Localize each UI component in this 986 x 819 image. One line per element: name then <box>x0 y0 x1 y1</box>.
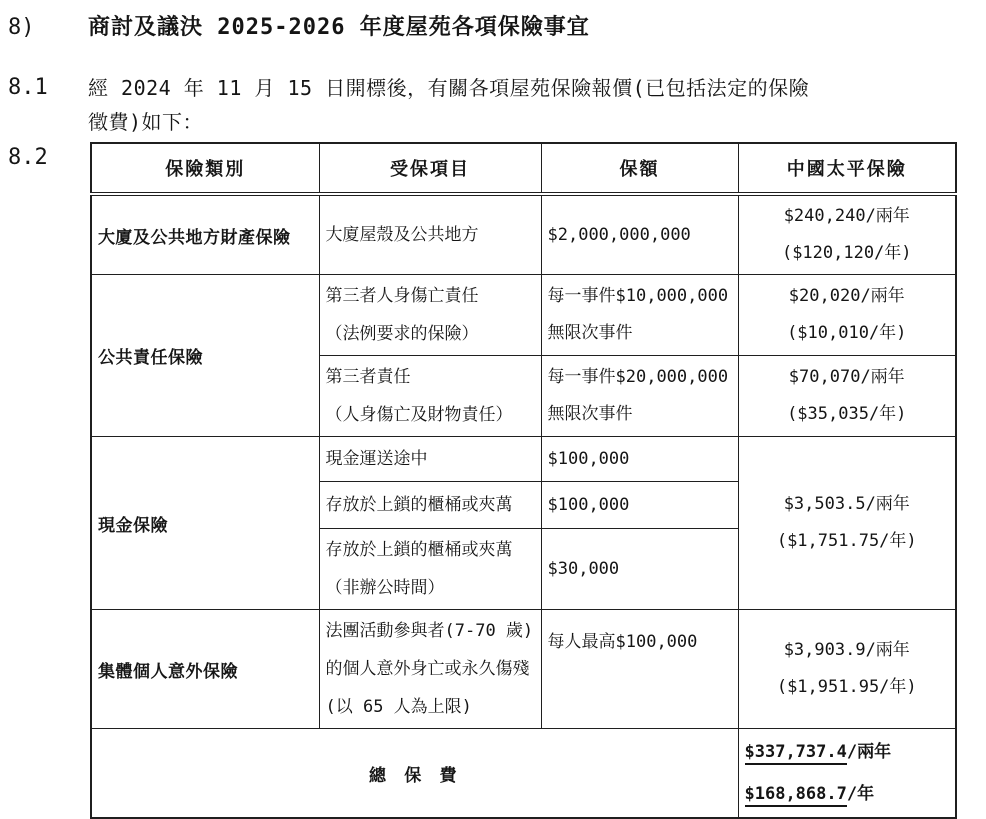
total-one-year-amount: $168,868.7 <box>745 784 847 807</box>
paragraph-line: 徵費)如下： <box>88 110 204 134</box>
premium-line: ($1,751.75/年) <box>776 531 917 551</box>
cell-building-category: 大廈及公共地方財產保險 <box>91 194 319 275</box>
cell-cash-locked-item: 存放於上鎖的櫃桶或夾萬 <box>319 482 541 529</box>
sum-line: 每一事件$20,000,000 <box>547 367 729 387</box>
cell-building-item: 大廈屋殼及公共地方 <box>319 194 541 275</box>
section-8-title: 商討及議決 2025-2026 年度屋苑各項保險事宜 <box>88 15 590 40</box>
total-two-year-amount: $337,737.4 <box>745 742 847 765</box>
cell-group-accident-category: 集體個人意外保險 <box>91 610 319 729</box>
premium-line: ($35,035/年) <box>787 404 907 424</box>
section-8-number: 8) <box>8 15 35 40</box>
item-line: （法例要求的保險） <box>325 324 479 344</box>
cell-group-accident-sum: 每人最高$100,000 <box>541 610 738 729</box>
paragraph-line: 經 2024 年 11 月 15 日開標後，有關各項屋苑保險報價(已包括法定的保險 <box>88 76 810 100</box>
cell-cash-locked-sum: $100,000 <box>541 482 738 529</box>
table-header-row <box>91 143 956 194</box>
cell-group-accident-item: 法團活動參與者(7-70 歲)的個人意外身亡或永久傷殘(以 65 人為上限) <box>319 610 541 729</box>
cell-cash-transit-item: 現金運送途中 <box>319 437 541 482</box>
total-two-year-line <box>745 731 950 773</box>
premium-line: ($10,010/年) <box>787 323 907 343</box>
premium-line: $3,903.9/兩年 <box>783 640 910 660</box>
table-row-building-property <box>91 194 956 275</box>
cell-cash-transit-sum: $100,000 <box>541 437 738 482</box>
item-line: 存放於上鎖的櫃桶或夾萬 <box>325 540 513 560</box>
total-one-year-suffix: /年 <box>846 784 875 804</box>
table-row-total-premium <box>91 729 956 819</box>
header-insured-item: 受保項目 <box>319 143 541 194</box>
premium-line: $3,503.5/兩年 <box>783 494 910 514</box>
section-8-1-number: 8.1 <box>8 75 48 100</box>
total-two-year-suffix: /兩年 <box>846 742 892 762</box>
cell-cash-locked-afterhours-sum: $30,000 <box>541 529 738 610</box>
cell-third-party-injury-sum <box>541 275 738 356</box>
header-china-taiping: 中國太平保險 <box>738 143 956 194</box>
table-row-cash-1 <box>91 437 956 482</box>
table-row-group-accident <box>91 610 956 729</box>
item-line: 第三者責任 <box>325 367 411 387</box>
cell-public-liability-category: 公共責任保險 <box>91 275 319 437</box>
table-row-public-liability-1 <box>91 275 956 356</box>
cell-building-premium <box>738 194 956 275</box>
cell-total-premium-label: 總 保 費 <box>91 729 738 819</box>
cell-third-party-injury-premium <box>738 275 956 356</box>
cell-third-party-injury-item <box>319 275 541 356</box>
cell-group-accident-premium <box>738 610 956 729</box>
cell-building-sum: $2,000,000,000 <box>541 194 738 275</box>
premium-line: ($120,120/年) <box>781 243 912 263</box>
sum-line: 無限次事件 <box>547 404 633 424</box>
premium-line: $240,240/兩年 <box>783 206 910 226</box>
section-8-1-paragraph <box>88 71 986 139</box>
item-line: （人身傷亡及財物責任） <box>325 405 513 425</box>
total-one-year-line <box>745 773 950 815</box>
item-line: （非辦公時間） <box>325 578 445 598</box>
cell-total-premium-amounts <box>738 729 956 819</box>
premium-line: $20,020/兩年 <box>788 286 905 306</box>
section-8-2-number: 8.2 <box>8 145 48 170</box>
sum-line: 每一事件$10,000,000 <box>547 286 729 306</box>
cell-third-party-liability-sum <box>541 356 738 437</box>
cell-third-party-liability-premium <box>738 356 956 437</box>
sum-line: 無限次事件 <box>547 323 633 343</box>
premium-line: ($1,951.95/年) <box>776 677 917 697</box>
premium-line: $70,070/兩年 <box>788 367 905 387</box>
insurance-quote-table <box>90 142 957 819</box>
item-line: 第三者人身傷亡責任 <box>325 286 479 306</box>
header-insurance-category: 保險類別 <box>91 143 319 194</box>
header-sum-insured: 保額 <box>541 143 738 194</box>
cell-cash-category: 現金保險 <box>91 437 319 610</box>
cell-cash-locked-afterhours-item <box>319 529 541 610</box>
cell-cash-premium <box>738 437 956 610</box>
cell-third-party-liability-item <box>319 356 541 437</box>
